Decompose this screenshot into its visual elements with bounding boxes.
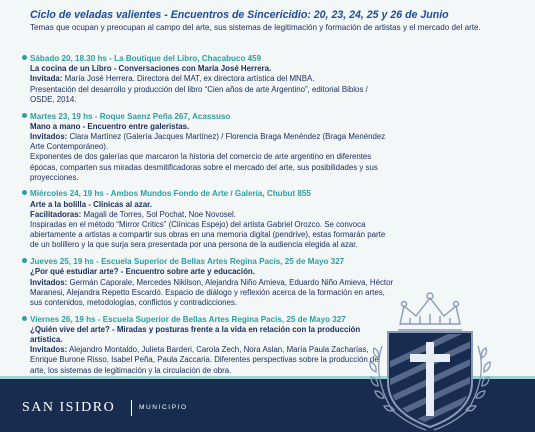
bullet-icon <box>22 190 27 195</box>
brand-name: SAN ISIDRO <box>22 400 116 415</box>
event-heading <box>22 257 394 267</box>
brand-divider <box>131 400 132 416</box>
event-item <box>22 112 394 183</box>
event-description: Exponentes de dos galerías que marcaron la historia del comercio de arte argentino en diferentes épocas, comparten sus miradas desmitificadoras sobre el mercado del arte, sus posibilidades y sus proyecciones. <box>30 152 378 182</box>
event-description: Espacio de diálogo y reflexión acerca de la formación en artes, sus contenidos, metodologías, conflictos y contradicciones. <box>30 287 385 307</box>
brand-subtitle: MUNICIPIO <box>139 404 188 411</box>
event-body <box>22 325 394 376</box>
event-heading-text: Martes 23, 19 hs - Roque Saenz Peña 267, Acassuso <box>30 111 231 121</box>
event-item <box>22 189 394 250</box>
bullet-icon <box>22 258 27 263</box>
event-guests-label: Invitados: <box>30 131 68 141</box>
event-title: La cocina de un Libro - Conversaciones con María José Herrera. <box>30 64 272 74</box>
event-guests-text: Magali de Torres, Sol Pochat, Noe Novosel. <box>81 209 236 219</box>
event-guests <box>30 132 394 152</box>
event-body <box>22 64 394 105</box>
event-guests <box>30 210 394 220</box>
page-title: Ciclo de veladas valientes - Encuentros de Sincericidio: 20, 23, 24, 25 y 26 de Junio <box>30 9 449 21</box>
event-description: Diferentes perspectivas sobre la producción de arte, los sistemas de legitimación y la circulación de obra. <box>30 355 379 375</box>
event-guests-label: Facilitadoras: <box>30 209 82 219</box>
event-guests-label: Invitada: <box>30 74 63 84</box>
event-item <box>22 54 394 105</box>
event-list <box>22 54 394 382</box>
event-guests-label: Invitados: <box>30 345 68 355</box>
event-guests <box>30 345 394 376</box>
event-heading-text: Sábado 20, 18.30 hs - La Boutique del Libro, Chacabuco 459 <box>30 54 262 63</box>
event-guests-text: Clara Martínez (Galería Jacques Martínez) / Florencia Braga Menéndez (Braga Menéndez Arte Contemporáneo). <box>30 131 386 152</box>
event-body <box>22 267 394 308</box>
event-heading <box>22 315 394 325</box>
event-heading <box>22 112 394 122</box>
event-body <box>22 122 394 183</box>
page-subtitle: Temas que ocupan y preocupan al campo del arte, sus sistemas de legitimación y formación de artistas y el mercado del arte. <box>30 23 481 32</box>
bullet-icon <box>22 55 27 60</box>
municipal-crest-icon <box>364 286 496 432</box>
event-heading <box>22 54 394 64</box>
event-title: Arte a la bolilla - Clínicas al azar. <box>30 199 152 209</box>
event-heading <box>22 189 394 199</box>
bullet-icon <box>22 113 27 118</box>
event-heading-text: Viernes 26, 19 hs - Escuela Superior de Bellas Artes Regina Pacis, 25 de Mayo 327 <box>30 314 346 324</box>
event-body <box>22 200 394 251</box>
event-guests-text: Germán Caporale, Mercedes Nikilson, Alejandra Niño Amieva, Eduardo Niño Amieva, Héctor Maranesi, Alejandra Repetto Escardó. <box>30 277 394 297</box>
event-description: Presentación del desarrollo y producción del libro “Cien años de arte Argentino”, editorial Biblos / OSDE, 2014. <box>30 84 368 104</box>
event-guests-label: Invitados: <box>30 277 68 287</box>
event-guests-text: María José Herrera. Directora del MAT, ex directora artística del MNBA. <box>62 74 315 84</box>
event-description: Inspiradas en el método “Mirror Critics” (Clínicas Espejo) del artista Gabriel Orozco. Se convoca abiertamente a artistas a compartir sus obras en una memoria digital (pendrive), estas formarán parte de un bolillero y la que surja sera presentada por una persona de la audiencia elegida al azar. <box>30 220 386 250</box>
event-title: ¿Quién vive del arte? - Miradas y posturas frente a la vida en relación con la producción artística. <box>30 324 361 345</box>
event-guests <box>30 278 394 309</box>
event-guests-text: Alejandro Montaldo, Julieta Barderi, Carola Zech, Nora Aslan, María Paula Zacharías, Enrique Burone Risso, Isabel Peña, Paula Zaccaria. <box>30 345 369 365</box>
event-guests <box>30 74 394 84</box>
event-heading-text: Miércoles 24, 19 hs - Ambos Mundos Fondo de Arte / Galería, Chubut 855 <box>30 189 311 199</box>
event-heading-text: Jueves 25, 19 hs - Escuela Superior de Bellas Artes Regina Pacis, 25 de Mayo 327 <box>30 257 345 267</box>
event-title: Mano a mano - Encuentro entre galeristas. <box>30 121 190 131</box>
event-item <box>22 315 394 376</box>
event-title: ¿Por qué estudiar arte? - Encuentro sobre arte y educación. <box>30 267 255 277</box>
bullet-icon <box>22 316 27 321</box>
event-item <box>22 257 394 308</box>
